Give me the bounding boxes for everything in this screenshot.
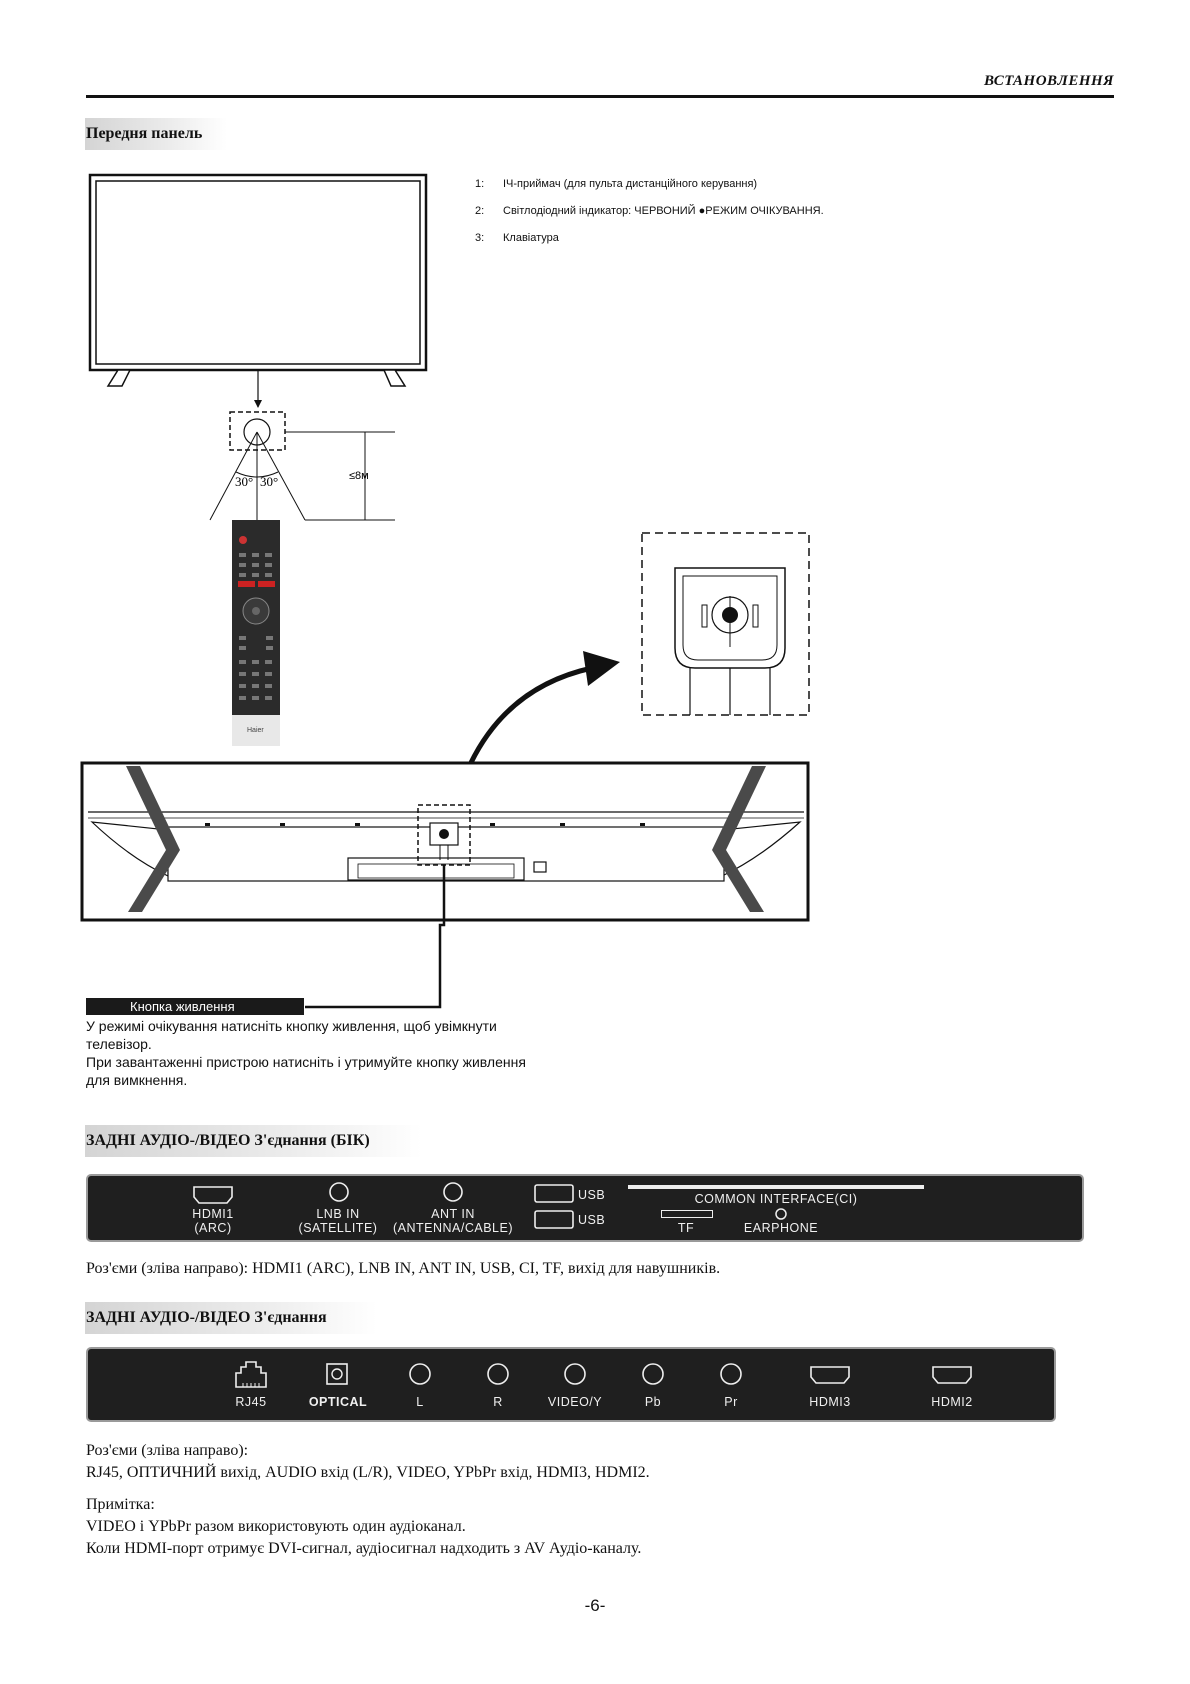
list-item-text: Світлодіодний індикатор: ЧЕРВОНИЙ ●РЕЖИМ ОЧІКУВАННЯ. <box>503 205 824 217</box>
hdmi3-port-icon <box>809 1365 851 1385</box>
side-connections-heading: ЗАДНІ АУДІО-/ВІДЕО З'єднання (БІК) <box>85 1125 422 1157</box>
side-connector-panel <box>86 1174 1084 1242</box>
note-line: Примітка: <box>86 1496 155 1513</box>
note-line: VIDEO і YPbPr разом використовують один аудіоканал. <box>86 1518 466 1535</box>
rj45-label: RJ45 <box>235 1395 267 1409</box>
note-line: Коли HDMI-порт отримує DVI-сигнал, аудіосигнал надходить з AV Аудіо-каналу. <box>86 1540 642 1557</box>
usb1-label: USB <box>578 1188 606 1202</box>
list-item-number: 1: <box>475 178 485 190</box>
tf-slot-icon <box>661 1210 713 1218</box>
rear-connector-panel <box>86 1347 1056 1422</box>
rear-connections-caption <box>86 1440 650 1484</box>
list-item-number: 2: <box>475 205 485 217</box>
rear-connections-heading: ЗАДНІ АУДІО-/ВІДЕО З'єднання <box>85 1302 377 1334</box>
power-text-line: При завантаженні пристрою натисніть і утримуйте кнопку живлення <box>86 1054 526 1070</box>
ir-receiver-detail <box>210 412 395 520</box>
earphone-port-icon <box>774 1207 788 1221</box>
note-block <box>86 1494 641 1560</box>
side-connections-caption: Роз'єми (зліва направо): HDMI1 (ARC), LNB IN, ANT IN, USB, CI, TF, вихід для навушників. <box>86 1260 721 1277</box>
page-number: -6- <box>584 1596 606 1615</box>
pr-port-icon <box>718 1361 744 1387</box>
power-button-description <box>86 1017 646 1089</box>
power-text-line: телевізор. <box>86 1036 152 1052</box>
tf-label: TF <box>677 1221 695 1235</box>
audio-l-label: L <box>416 1395 424 1409</box>
remote-control-illustration <box>232 520 280 746</box>
list-item-text: ІЧ-приймач (для пульта дистанційного керування) <box>503 178 758 190</box>
distance-label: ≤8м <box>349 470 369 482</box>
curved-arrow-head <box>583 651 620 686</box>
hdmi1-port-icon <box>192 1185 234 1205</box>
hdmi3-label: HDMI3 <box>809 1395 851 1409</box>
tv-front-illustration <box>90 175 426 408</box>
hdmi2-label: HDMI2 <box>931 1395 973 1409</box>
power-text-line: У режимі очікування натисніть кнопку живлення, щоб увімкнути <box>86 1018 497 1034</box>
audio-l-port-icon <box>407 1361 433 1387</box>
optical-label: OPTICAL <box>308 1395 368 1409</box>
optical-port-icon <box>325 1362 349 1386</box>
ant-in-label: ANT IN (ANTENNA/CABLE) <box>392 1207 514 1235</box>
caption-line: RJ45, ОПТИЧНИЙ вихід, AUDIO вхід (L/R), VIDEO, YPbPr вхід, HDMI3, HDMI2. <box>86 1464 650 1481</box>
pb-port-icon <box>640 1361 666 1387</box>
earphone-label: EARPHONE <box>743 1221 819 1235</box>
hdmi1-label: HDMI1 (ARC) <box>192 1207 234 1235</box>
lnb-in-label: LNB IN (SATELLITE) <box>298 1207 378 1235</box>
power-text-line: для вимкнення. <box>86 1072 188 1088</box>
lnb-in-port-icon <box>328 1181 350 1203</box>
ci-label: COMMON INTERFACE(CI) <box>694 1192 858 1206</box>
pb-label: Pb <box>644 1395 662 1409</box>
power-button-label: Кнопка живлення <box>86 998 304 1015</box>
angle-right-label: 30° <box>260 474 279 489</box>
power-button-detail <box>642 533 809 715</box>
caption-line: Роз'єми (зліва направо): <box>86 1442 249 1459</box>
usb2-port-icon <box>534 1210 574 1230</box>
audio-r-label: R <box>493 1395 503 1409</box>
front-panel-heading: Передня панель <box>85 118 227 150</box>
ci-slot <box>628 1185 924 1189</box>
hdmi2-port-icon <box>931 1365 973 1385</box>
header-title: ВСТАНОВЛЕННЯ <box>984 73 1114 89</box>
list-item-text: Клавіатура <box>503 232 559 244</box>
ant-in-port-icon <box>442 1181 464 1203</box>
audio-r-port-icon <box>485 1361 511 1387</box>
list-item-number: 3: <box>475 232 485 244</box>
rj45-port-icon <box>233 1359 269 1389</box>
remote-brand-label: Haier <box>247 727 264 734</box>
usb1-port-icon <box>534 1184 574 1204</box>
video-y-label: VIDEO/Y <box>547 1395 603 1409</box>
video-y-port-icon <box>562 1361 588 1387</box>
pr-label: Pr <box>724 1395 738 1409</box>
angle-left-label: 30° <box>235 474 254 489</box>
usb2-label: USB <box>578 1213 606 1227</box>
